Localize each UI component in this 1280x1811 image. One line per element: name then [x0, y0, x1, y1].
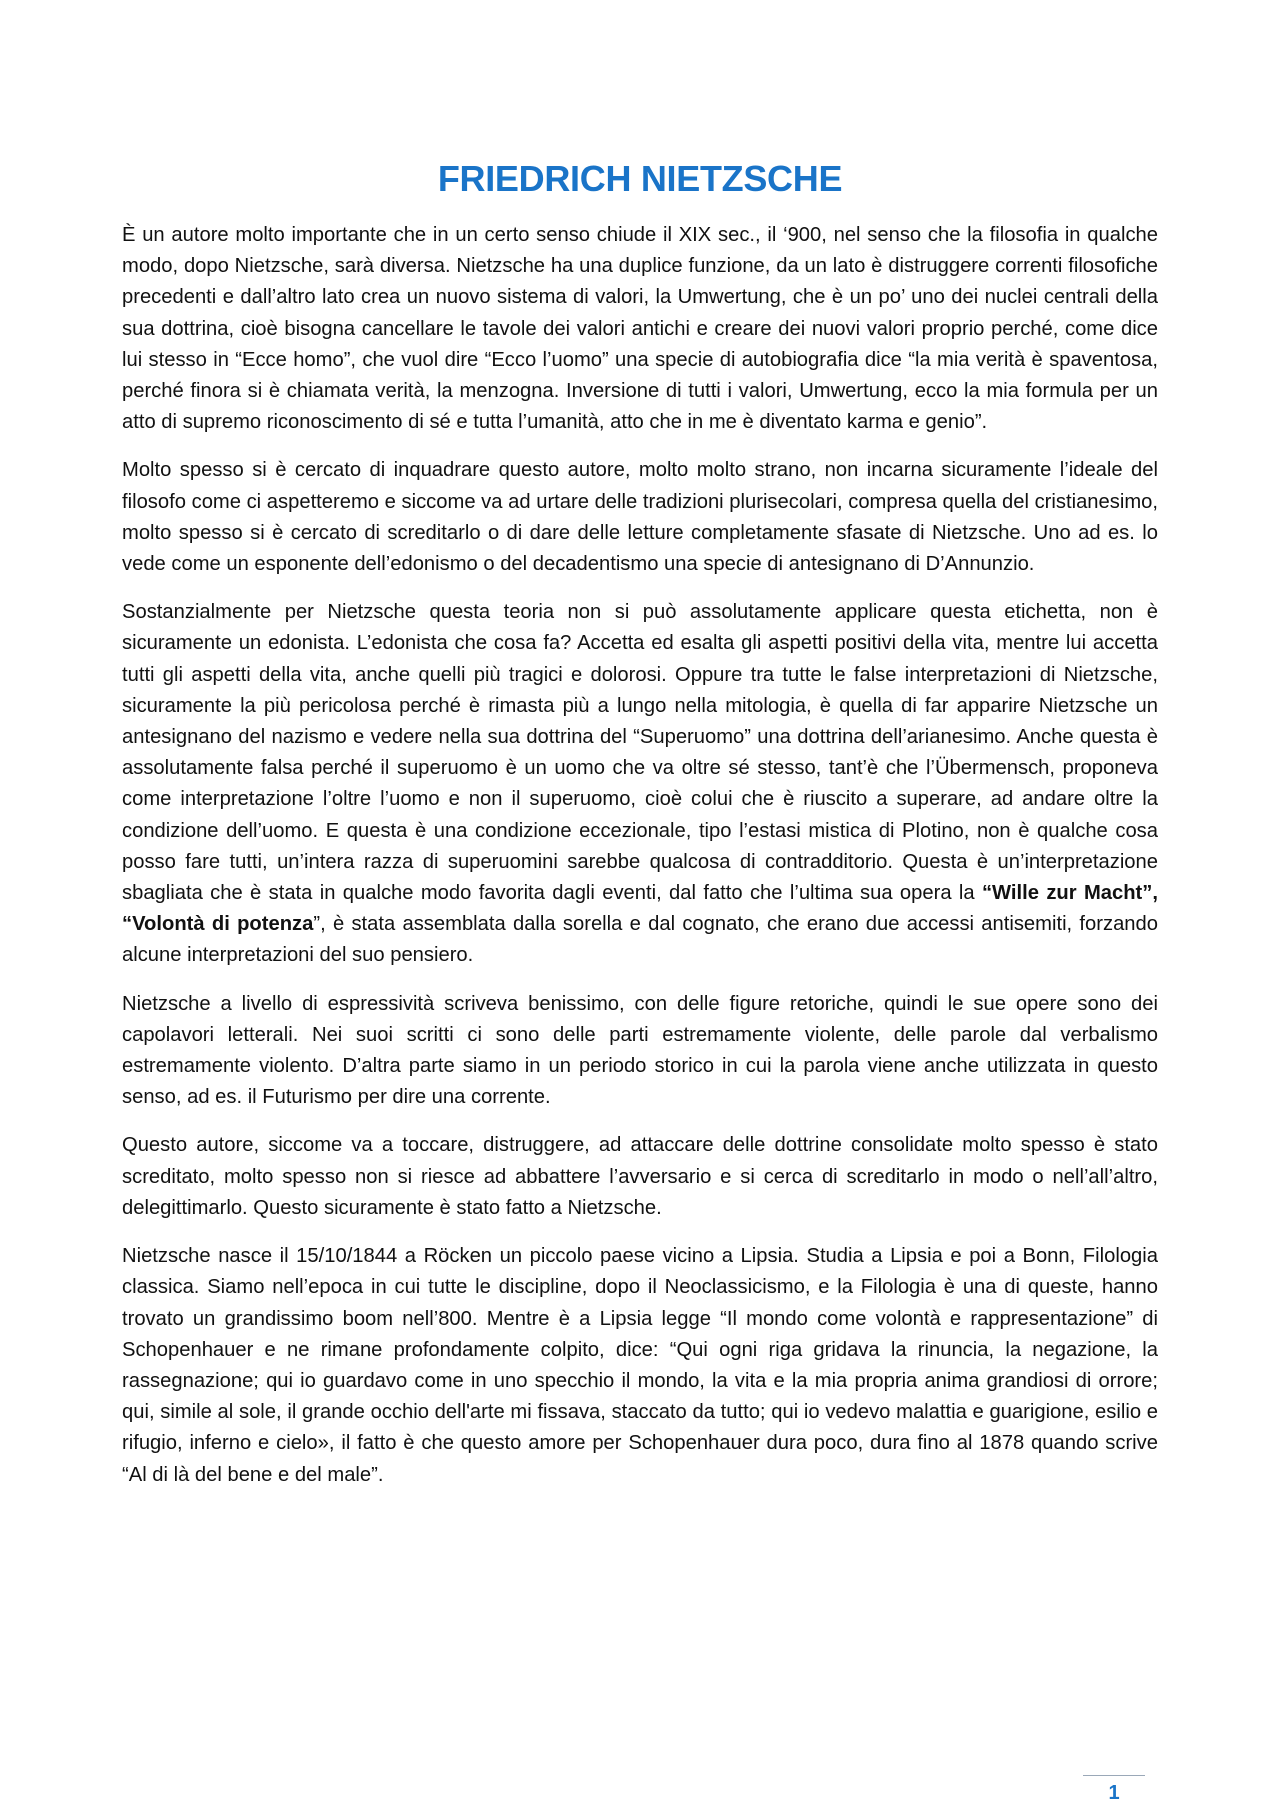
wille-zur-macht-bold-title: “Wille zur Macht”, “Volontà di potenza	[122, 882, 1158, 936]
paragraph-discredit: Questo autore, siccome va a toccare, distruggere, ad attaccare delle dottrine consolidate molto spesso è stato screditato, molto spesso non si riesce ad abbattere l’avversario e si cerca di screditarlo in modo o nell’all’altro, delegittimarlo. Questo sicuramente è stato fatto a Nietzsche.	[122, 1134, 1158, 1219]
document-title: FRIEDRICH NIETZSCHE	[437, 158, 843, 199]
paragraph-superuomo	[122, 597, 1158, 971]
paragraph-intro: È un autore molto importante che in un certo senso chiude il XIX sec., il ‘900, nel senso che la filosofia in qualche modo, dopo Nietzsche, sarà diversa. Nietzsche ha una duplice funzione, da un lato è distruggere correnti filosofiche precedenti e dall’altro lato crea un nuovo sistema di valori, la Umwertung, che è un po’ uno dei nuclei centrali della sua dottrina, cioè bisogna cancellare le tavole dei valori antichi e creare dei nuovi valori proprio perché, come dice lui stesso in “Ecce homo”, che vuol dire “Ecco l’uomo” una specie di autobiografia dice “la mia verità è spaventosa, perché finora si è chiamata verità, la menzogna. Inversione di tutti i valori, Umwertung, ecco la mia formula per un atto di supremo riconoscimento di sé e tutta l’umanità, atto che in me è diventato karma e genio”.	[122, 224, 1158, 434]
footer-divider	[1083, 1775, 1145, 1776]
page-number: 1	[1108, 1782, 1120, 1804]
document-page	[122, 158, 1158, 1508]
paragraph-style: Nietzsche a livello di espressività scriveva benissimo, con delle figure retoriche, quindi le sue opere sono dei capolavori letterali. Nei suoi scritti ci sono delle parti estremamente violente, delle parole dal verbalismo estremamente violento. D’altra parte siamo in un periodo storico in cui la parola viene anche utilizzata in questo senso, ad es. il Futurismo per dire una corrente.	[122, 992, 1158, 1109]
paragraph-superuomo-text-after: ”, è stata assemblata dalla sorella e dal cognato, che erano due accessi antisemiti, forzando alcune interpretazioni del suo pensiero.	[122, 913, 1158, 967]
paragraph-superuomo-text-before: Sostanzialmente per Nietzsche questa teoria non si può assolutamente applicare questa etichetta, non è sicuramente un edonista. L’edonista che cosa fa? Accetta ed esalta gli aspetti positivi della vita, mentre lui accetta tutti gli aspetti della vita, anche quelli più tragici e dolorosi. Oppure tra tutte le false interpretazioni di Nietzsche, sicuramente la più pericolosa perché è rimasta più a lungo nella mitologia, è quella di far apparire Nietzsche un antesignano del nazismo e vedere nella sua dottrina del “Superuomo” una dottrina dell’arianesimo. Anche questa è assolutamente falsa perché il superuomo è un uomo che va oltre sé stesso, tant’è che l’Übermensch, proponeva come interpretazione l’oltre l’uomo e non il superuomo, cioè colui che è riuscito a superare, ad andare oltre la condizione dell’uomo. E questa è una condizione eccezionale, tipo l’estasi mistica di Plotino, non è qualche cosa posso fare tutti, un’intera razza di superuomini sarebbe qualcosa di contradditorio. Questa è un’interpretazione sbagliata che è stata in qualche modo favorita dagli eventi, dal fatto che l’ultima sua opera la	[122, 601, 1158, 905]
paragraph-interpretations: Molto spesso si è cercato di inquadrare questo autore, molto molto strano, non incarna sicuramente l’ideale del filosofo come ci aspetteremo e siccome va ad urtare delle tradizioni plurisecolari, compresa quella del cristianesimo, molto spesso si è cercato di screditarlo o di dare delle letture completamente sfasate di Nietzsche. Uno ad es. lo vede come un esponente dell’edonismo o del decadentismo una specie di antesignano di D’Annunzio.	[122, 459, 1158, 576]
paragraph-biography: Nietzsche nasce il 15/10/1844 a Röcken un piccolo paese vicino a Lipsia. Studia a Lipsia e poi a Bonn, Filologia classica. Siamo nell’epoca in cui tutte le discipline, dopo il Neoclassicismo, e la Filologia è una di queste, hanno trovato un grandissimo boom nell’800. Mentre è a Lipsia legge “Il mondo come volontà e rappresentazione” di Schopenhauer e ne rimane profondamente colpito, dice: “Qui ogni riga gridava la rinuncia, la negazione, la rassegnazione; qui io guardavo come in uno specchio il mondo, la vita e la mia propria anima grandiosi di orrore; qui, simile al sole, il grande occhio dell'arte mi fissava, staccato da tutto; qui io vedevo malattia e guarigione, esilio e rifugio, inferno e cielo», il fatto è che questo amore per Schopenhauer dura poco, dura fino al 1878 quando scrive “Al di là del bene e del male”.	[122, 1245, 1158, 1486]
